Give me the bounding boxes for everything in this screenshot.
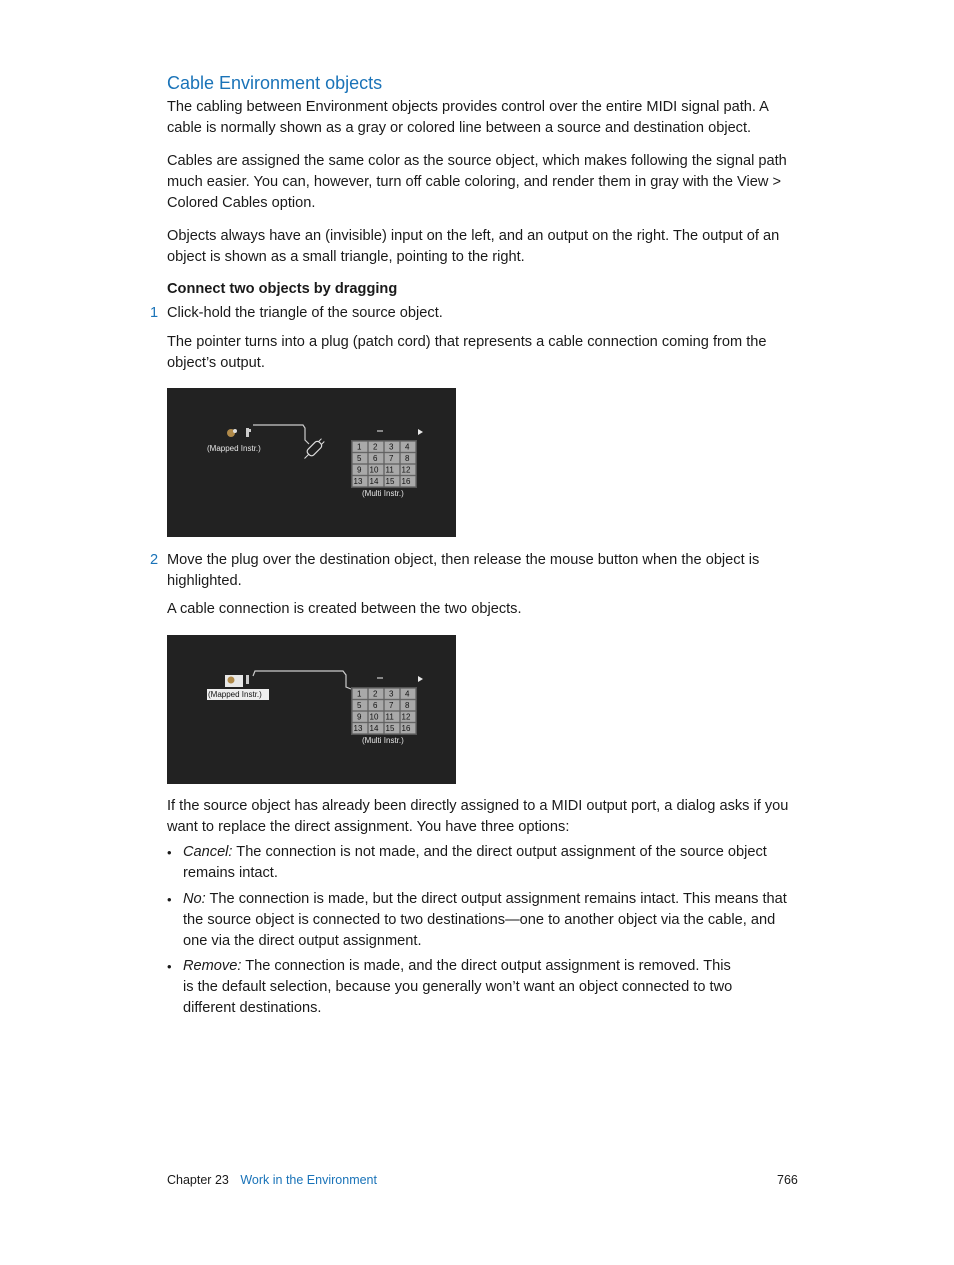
option-description: The connection is made, but the direct output assignment remains intact. This means that the source object is connected to two destinations—one to another object via the cable, and one via the direct output assignment.	[183, 891, 787, 949]
channel-number: 13	[353, 477, 363, 486]
step-2-number: 2	[150, 552, 159, 568]
channel-number: 8	[405, 454, 410, 463]
channel-number: 11	[385, 712, 394, 722]
channel-number: 2	[373, 442, 378, 452]
option-term: Remove:	[183, 958, 242, 974]
channel-number: 15	[385, 724, 395, 733]
options-intro: If the source object has already been directly assigned to a MIDI output port, a dialog asks if you want to replace the direct assignment. You have three options:	[167, 798, 789, 835]
channel-number: 14	[369, 477, 379, 486]
footer-chapter-title[interactable]: Work in the Environment	[240, 1173, 377, 1187]
multi-instr-icon	[377, 430, 383, 432]
footer-chapter	[167, 1173, 377, 1187]
step-2-text: Move the plug over the destination object, then release the mouse button when the object is highlighted.	[167, 552, 760, 589]
option-cancel	[183, 842, 795, 884]
channel-number: 3	[389, 442, 394, 452]
channel-number: 1	[357, 689, 362, 699]
channel-grid	[351, 440, 417, 488]
channel-number: 5	[357, 454, 362, 463]
channel-number: 12	[401, 712, 411, 722]
option-description: The connection is made, and the direct output assignment is removed. This is the default selection, because you generally won’t want an object connected to two different destinations.	[183, 958, 733, 1016]
channel-number: 5	[357, 701, 362, 710]
section-title: Cable Environment objects	[167, 73, 383, 93]
channel-number: 14	[369, 724, 379, 733]
channel-number: 8	[405, 701, 410, 710]
channel-number: 9	[357, 465, 362, 475]
paragraph-3: Objects always have an (invisible) input on the left, and an output on the right. The output of an object is shown as a small triangle, pointing to the right.	[167, 228, 780, 265]
bullet-dot: •	[167, 959, 172, 974]
step-1-detail: The pointer turns into a plug (patch cord) that represents a cable connection coming from the object’s output.	[167, 334, 767, 371]
cable	[253, 671, 351, 689]
footer-page-number: 766	[777, 1173, 798, 1187]
figure-2-canvas	[167, 635, 456, 784]
option-term: Cancel:	[183, 844, 233, 860]
channel-number: 13	[353, 724, 363, 733]
source-label: (Mapped Instr.)	[207, 444, 261, 453]
paragraph-2: Cables are assigned the same color as the source object, which makes following the signal path much easier. You can, however, turn off cable coloring, and render them in gray with the View > Colored Cables option.	[167, 153, 787, 211]
step-2-detail: A cable connection is created between the two objects.	[167, 601, 522, 617]
step-1-text: Click-hold the triangle of the source object.	[167, 305, 443, 321]
channel-number: 12	[401, 465, 411, 475]
output-triangle-icon	[418, 676, 423, 682]
mapped-instr-icon	[228, 677, 235, 684]
output-triangle-icon	[418, 429, 423, 435]
mapped-instr-icon	[227, 428, 251, 437]
channel-number: 6	[373, 701, 378, 710]
step-1-number: 1	[150, 305, 159, 321]
channel-number: 7	[389, 454, 394, 463]
dest-label: (Multi Instr.)	[362, 489, 404, 498]
channel-number: 15	[385, 477, 395, 486]
channel-number: 10	[369, 465, 379, 475]
multi-instr-icon	[377, 677, 383, 679]
bullet-dot: •	[167, 892, 172, 907]
figure-1-canvas	[167, 388, 456, 537]
task-heading: Connect two objects by dragging	[167, 281, 398, 297]
option-term: No:	[183, 891, 206, 907]
channel-grid	[351, 687, 417, 735]
channel-number: 9	[357, 712, 362, 722]
channel-number: 6	[373, 454, 378, 463]
channel-number: 2	[373, 689, 378, 699]
channel-number: 10	[369, 712, 379, 722]
channel-number: 11	[385, 465, 394, 475]
option-remove	[183, 956, 743, 1019]
paragraph-1: The cabling between Environment objects provides control over the entire MIDI signal path. A cable is normally shown as a gray or colored line between a source and destination object.	[167, 99, 769, 136]
option-description: The connection is not made, and the direct output assignment of the source object remains intact.	[183, 844, 767, 881]
channel-number: 16	[401, 724, 411, 733]
dest-label: (Multi Instr.)	[362, 736, 404, 745]
channel-number: 1	[357, 442, 362, 452]
channel-number: 16	[401, 477, 411, 486]
footer-chapter-label: Chapter 23	[167, 1173, 229, 1187]
option-no	[183, 889, 795, 952]
source-label: (Mapped Instr.)	[208, 690, 262, 699]
cable	[253, 425, 309, 444]
channel-number: 4	[405, 689, 410, 699]
figure-dragging-plug	[167, 388, 456, 537]
channel-number: 3	[389, 689, 394, 699]
channel-number: 7	[389, 701, 394, 710]
figure-cable-connected	[167, 635, 456, 784]
channel-number: 4	[405, 442, 410, 452]
bullet-dot: •	[167, 845, 172, 860]
